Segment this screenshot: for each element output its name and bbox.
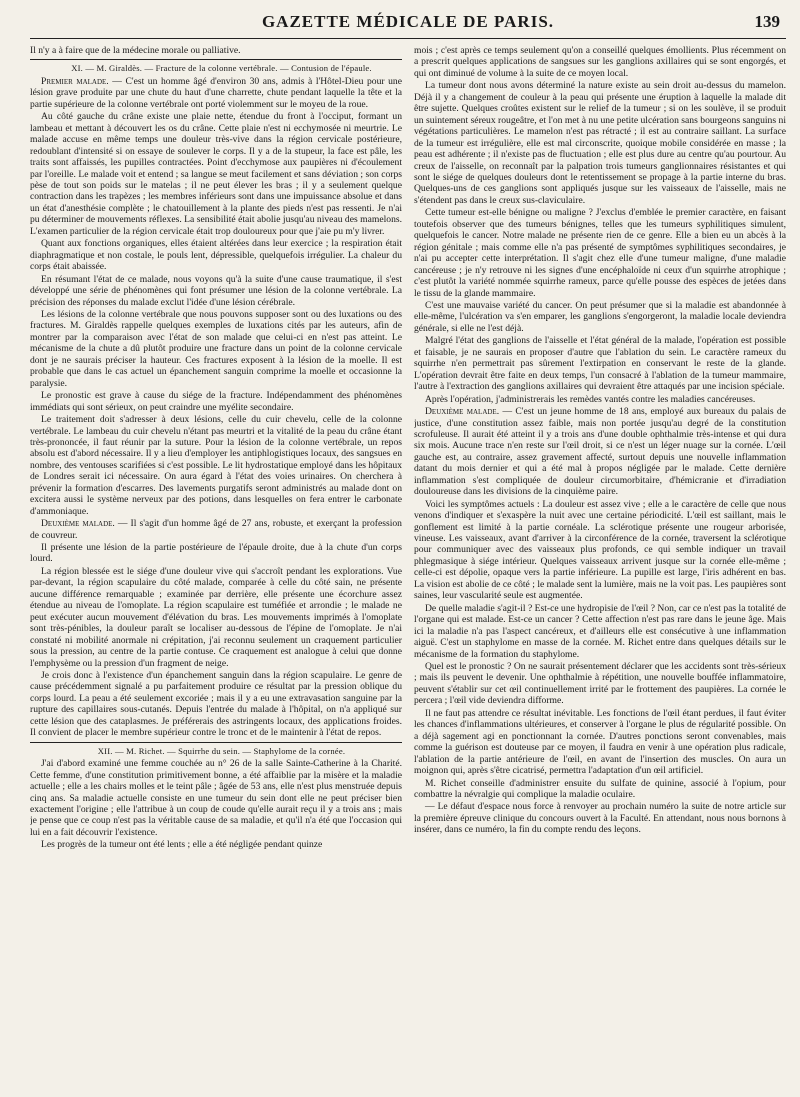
paragraph: Quant aux fonctions organiques, elles étaient altérées dans leur exercice ; la respiration était diaphragmatique et non costale, le pouls lent, dépressible, quelquefois irrégulier. La chaleur du corps était abaissée. — [30, 238, 402, 273]
section-heading-xii: XII. — M. Richet. — Squirrhe du sein. — Staphylome de la cornée. — [97, 745, 346, 756]
paragraph: En résumant l'état de ce malade, nous voyons qu'à la suite d'une cause traumatique, il s'est développé une série de phénomènes qui font présumer une lésion de la colonne vertébrale. La précision des réponses du malade exclut l'idée d'une lésion cérébrale. — [30, 273, 402, 308]
paragraph: Après l'opération, j'administrerais les remèdes vantés contre les maladies cancéreuses. — [425, 393, 756, 405]
case-lead: Premier malade. — [41, 75, 109, 87]
paragraph: De quelle maladie s'agit-il ? Est-ce une hydropisie de l'œil ? Non, car ce n'est pas la totalité de l'organe qui est malade. Est-ce un cancer ? Cette affection n'est pas rare dans le jeune âge. Mais ici la maladie n'a pas l'aspect cancéreux, et d'ailleurs elle est consécutive à une inflammation aiguë. C'est un staphylome en masse de la cornée. M. Richet entre dans quelques détails sur le mécanisme de la formation du staphylome. — [414, 602, 786, 660]
paragraph-text: — C'est un jeune homme de 18 ans, employé aux bureaux du palais de justice, d'une constitution assez faible, mais non portée jusqu'au degré de la constitution scrofuleuse. Il aurait été atteint il y a trois ans d'une double ophthalmie très-intense et qui dura six mois. Aucune trace n'en reste sur l'œil droit, si ce n'est un léger nuage sur la cornée. L'œil gauche est, au contraire, assez gravement affecté, surtout depuis une nouvelle inflammation datant du mois dernier et qui a été mal à propos négligée par le malade. Cette dernière inflammation s'est compliquée de douleur circumorbitaire, d'hémicranie et d'irradiation douloureuse dans les divisions de la cinquième paire. — [414, 406, 786, 498]
paragraph: Voici les symptômes actuels : La douleur est assez vive ; elle a le caractère de celle que nous venons d'indiquer et s'exaspère la nuit avec une certaine périodicité. L'œil est saillant, mais le gonflement est limité à la partie cornéale. La sclérotique présente une rougeur arborisée, vineuse. Les vaisseaux, avant d'arriver à la circonférence de la cornée, traversent la sclérotique pour communiquer avec des vaisseaux plus profonds, ce qui semble indiquer un travail phlegmasique à siége intérieur. Quelques vaisseaux arrivent jusque sur la cornée elle-même ; celle-ci est dépolie, opaque vers la partie inférieure. La pupille est large, l'iris adhérent en bas. La vision est abolie de ce côté ; le malade sent la lumière, mais ne la voit pas. Les paupières sont saines, leur vascularité seule est augmentée. — [414, 498, 786, 602]
paragraph — [414, 406, 786, 498]
section-divider — [30, 742, 402, 743]
case-lead: Deuxième malade. — [425, 406, 500, 418]
paragraph: Il présente une lésion de la partie postérieure de l'épaule droite, due à la chute d'un corps lourd. — [30, 542, 402, 565]
paragraph: J'ai d'abord examiné une femme couchée au n° 26 de la salle Sainte-Catherine à la Charité. Cette femme, d'une constitution primitivement bonne, a été affaiblie par la misère et la maladie actuelle ; elle a les chairs molles et le teint pâle ; âgée de 53 ans, elle n'est plus menstruée depuis cinq ans. Sa maladie actuelle consiste en une tumeur du sein dont elle ne peut préciser bien exactement l'origine ; elle l'attribue à un coup de coude qu'elle aurait reçu il y a trois ans ; mais je pense que ce coup n'est pas la véritable cause de sa maladie, et qu'il n'a été que l'occasion qui lui en a fait découvrir l'existence. — [30, 758, 402, 838]
case-lead: Deuxième malade. — [41, 518, 115, 530]
section-divider — [30, 59, 402, 60]
paragraph: Malgré l'état des ganglions de l'aisselle et l'état général de la malade, l'opération est possible et faisable, je ne saurais en proposer d'autre que l'ablation du sein. Le caractère rameux du squirrhe n'en permettrait pas sûrement l'extirpation en conservant le reste de la glande. L'opération devrait être faite en deux temps, l'un consacré à l'ablation de la tumeur mammaire, l'autre à l'extraction des ganglions axillaires qui devraient être attaqués par une incision spéciale. — [414, 335, 786, 393]
paragraph — [30, 518, 402, 541]
paragraph: — Le défaut d'espace nous force à renvoyer au prochain numéro la suite de notre article sur la première épreuve clinique du concours ouvert à la Faculté. En attendant, nous nous bornons à insérer, dans ce numéro, la fin du compte rendu des leçons. — [414, 801, 786, 836]
paragraph: Il ne faut pas attendre ce résultat inévitable. Les fonctions de l'œil étant perdues, il faut éviter les chances d'inflammations ultérieures, et conserver à l'organe le plus de régularité possible. On a déjà sagement agi en ponctionnant la cornée. D'autres ponctions seront convenables, mais comme la guérison est douteuse par ce moyen, il faudra en venir à une opération plus radicale, l'ablation de la partie antérieure de l'œil, en avant de l'insertion des muscles. On aura un moignon qui, après s'être cicatrisé, permettra l'adaptation d'un œil artificiel. — [414, 707, 786, 777]
paragraph: Les lésions de la colonne vertébrale que nous pouvons supposer sont ou des luxations ou des fractures. M. Giraldès rappelle quelques exemples de luxations cités par les auteurs, afin de montrer par la comparaison avec l'état de son malade que celui-ci en n'est pas atteint. Le mécanisme de la chute a dû plutôt produire une fracture dans un point de la colonne cervicale dont je ne saurais préciser la hauteur. Ces fractures exposent à la lésion de la moelle. Il est probable que dans le cas actuel un épanchement sanguin comprime la moelle et occasionne la paralysie. — [30, 308, 402, 389]
paragraph — [30, 76, 402, 110]
paragraph: mois ; c'est après ce temps seulement qu'on a conseillé quelques émollients. Plus récemment on a prescrit quelques applications de sangsues sur les ganglions axillaires qui se sont engorgés, et qui ont diminué de volume à la suite de ce moyen local. — [414, 45, 786, 79]
paragraph: Il n'y a à faire que de la médecine morale ou palliative. — [30, 45, 241, 56]
paragraph-text: — C'est un homme âgé d'environ 30 ans, admis à l'Hôtel-Dieu pour une lésion grave produite par une chute du haut d'une charrette, chute pendant laquelle la tête et la partie supérieure de la colonne vertébrale ont porté violemment sur le moyeu de la roue. — [30, 75, 402, 110]
journal-title: GAZETTE MÉDICALE DE PARIS. — [261, 12, 555, 31]
paragraph: La tumeur dont nous avons déterminé la nature existe au sein droit au-dessus du mamelon. Déjà il y a changement de couleur à la peau qui présente une éruption à laquelle la malade dit être sujette. Quelques croûtes existent sur le relief de la tumeur ; si on les soulève, il se produit un suintement séreux rougeâtre, et l'on met à nu une petite ulcération sans bourgeons sanguins ni végétations particulières. Le mamelon n'est pas rétracté ; il est au contraire saillant. La surface de la tumeur est irrégulière, elle est mal circonscrite, quoique mobile considérée en masse ; la peau est adhérente ; il n'existe pas de fluctuation ; elle est plus dure au centre qu'au pourtour. Au creux de l'aisselle, on reconnaît par la palpation trois tumeurs ganglionnaires résistantes et qui sont le siége de quelques douleurs dont le retentissement se propage à la partie interne du bras. Quelques-uns de ces ganglions sont appliqués jusque sur les vaisseaux de l'aisselle, mais ne s'étendent pas dans le creux sus-claviculaire. — [414, 80, 786, 206]
paragraph: Quel est le pronostic ? On ne saurait présentement déclarer que les accidents sont très-sérieux ; mais ils peuvent le devenir. Une ophthalmie à répétition, une nouvelle bouffée inflammatoire, peuvent s'établir sur cet œil continuellement irrité par le frottement des paupières. La cornée le percera ; l'œil vide deviendra difforme. — [414, 661, 786, 707]
paragraph: Au côté gauche du crâne existe une plaie nette, étendue du front à l'occiput, formant un lambeau et mettant à découvert les os du crâne. Cette plaie n'est ni ecchymosée ni meurtrie. Le malade accuse en même temps une douleur très-vive dans la région cervicale postérieure, redoublant d'intensité si on essaye de soulever le corps. Il y a de la stupeur, la face est pâle, les traits sont affaissés, les pupilles contractées. Point d'ecchymose aux paupières ni d'écoulement par l'oreille. Le malade voit et entend ; sa langue se meut facilement et sans déviation ; son corps pèse de tout son poids sur le matelas ; il ne peut élever les bras ; il y a seulement quelque contraction dans les trapèzes ; les membres inférieurs sont dans une impuissance absolue et dans un état d'anesthésie complète ; le chatouillement à la plante des pieds n'est pas ressenti. Je n'ai pu déterminer de mouvements réflexes. La sensibilité était abolie jusqu'au niveau des mamelons. L'examen particulier de la région cervicale était trop douloureux pour que j'aie pu m'y livrer. — [30, 111, 402, 237]
paragraph: Les progrès de la tumeur ont été lents ; elle a été négligée pendant quinze — [41, 839, 323, 851]
section-heading-xi: XI. — M. Giraldès. — Fracture de la colonne vertébrale. — Contusion de l'épaule. — [71, 63, 372, 74]
paragraph: La région blessée est le siége d'une douleur vive qui s'accroît pendant les explorations. Vue par-devant, la région scapulaire du côté malade, comparée à celle du côté sain, ne présente aucune différence remarquable ; examinée par derrière, elle présente une écorchure assez étendue au niveau de l'omoplate. La région scapulaire est tuméfiée et arrondie ; le malade ne peut exécuter aucun mouvement d'élévation du bras. Les mouvements imprimés à l'omoplate sont très-pénibles, la douleur paraît se localiser au-dessous de l'épine de l'omoplate. Je n'ai constaté ni mobilité anormale ni crépitation, j'ai reconnu seulement un craquement particulier sous la pression, au centre de la partie contuse. Ce craquement est analogue à celui que donne l'emphysème ou la pression d'un fragment de neige. — [30, 565, 402, 669]
paragraph: M. Richet conseille d'administrer ensuite du sulfate de quinine, associé à l'opium, pour combattre la névralgie qui complique la maladie oculaire. — [414, 777, 786, 800]
page-number: 139 — [754, 12, 780, 31]
right-column — [414, 45, 786, 1095]
paragraph: Le traitement doit s'adresser à deux lésions, celle du cuir chevelu, celle de la colonne vertébrale. Le lambeau du cuir chevelu n'étant pas meurtri et la vitalité de la peau du crâne étant très-prononcée, il faut réunir par la suture. Pour la lésion de la colonne vertébrale, un repos absolu est d'abord nécessaire. Il y a lieu d'employer les antiphlogistiques locaux, des sangsues en nombre, des ventouses scarifiées si c'est possible. Le lit hydrostatique employé dans les hôpitaux de Londres serait ici nécessaire. On aura égard à l'état des voies urinaires. On cherchera à prévenir la formation d'escarres. Des lavements purgatifs seront administrés au malade dont on excitera aussi le système nerveux par des potions, dans lesquelles on fera entrer le carbonate d'ammoniaque. — [30, 414, 402, 517]
paragraph: Cette tumeur est-elle bénigne ou maligne ? J'exclus d'emblée le premier caractère, en faisant toutefois observer que des tumeurs bénignes, telles que les tumeurs syphilitiques simulent, quelquefois le cancer. Notre malade ne présente rien de ce genre. Elle a bien eu un abcès à la région génitale ; mais comme elle n'a pas présenté de symptômes syphilitiques secondaires, je n'ai pu accepter cette interprétation. Il s'agit chez elle d'une tumeur maligne, d'une maladie cancéreuse ; je n'y retrouve ni les signes d'une encéphaloïde ni ceux d'un squirrhe atrophique ; c'est plutôt la variété nommée squirrhe rameux, parce qu'elle pousse des espèces de jetées dans le tissu de la glande mammaire. — [414, 207, 786, 299]
paragraph: C'est une mauvaise variété du cancer. On peut présumer que si la maladie est abandonnée à elle-même, l'ulcération va s'en emparer, les ganglions s'engorgeront, la maladie locale deviendra générale, si elle ne l'est déjà. — [414, 299, 786, 334]
paragraph: Je crois donc à l'existence d'un épanchement sanguin dans la région scapulaire. Le genre de cause précédemment signalé a pu parfaitement produire ce résultat par la pression oblique du corps lourd. La peau a été seulement excoriée ; mais il y a eu une extravasation sanguine par la rupture des capillaires sous-cutanés. Depuis l'entrée du malade à l'hôpital, on n'a appliqué sur cette lésion que des cataplasmes. Je préférerais des astringents locaux, des applications froides. Il convient de placer le membre supérieur contre le tronc et de le maintenir à l'état de repos. — [30, 670, 402, 739]
paragraph: Le pronostic est grave à cause du siége de la fracture. Indépendamment des phénomènes immédiats qui sont sérieux, on peut craindre une myélite secondaire. — [30, 390, 402, 413]
left-column — [30, 45, 402, 1095]
paragraph-text: — Il s'agit d'un homme âgé de 27 ans, robuste, et exerçant la profession de couvreur. — [30, 518, 402, 541]
page-header — [30, 12, 786, 39]
columns — [30, 45, 786, 1095]
